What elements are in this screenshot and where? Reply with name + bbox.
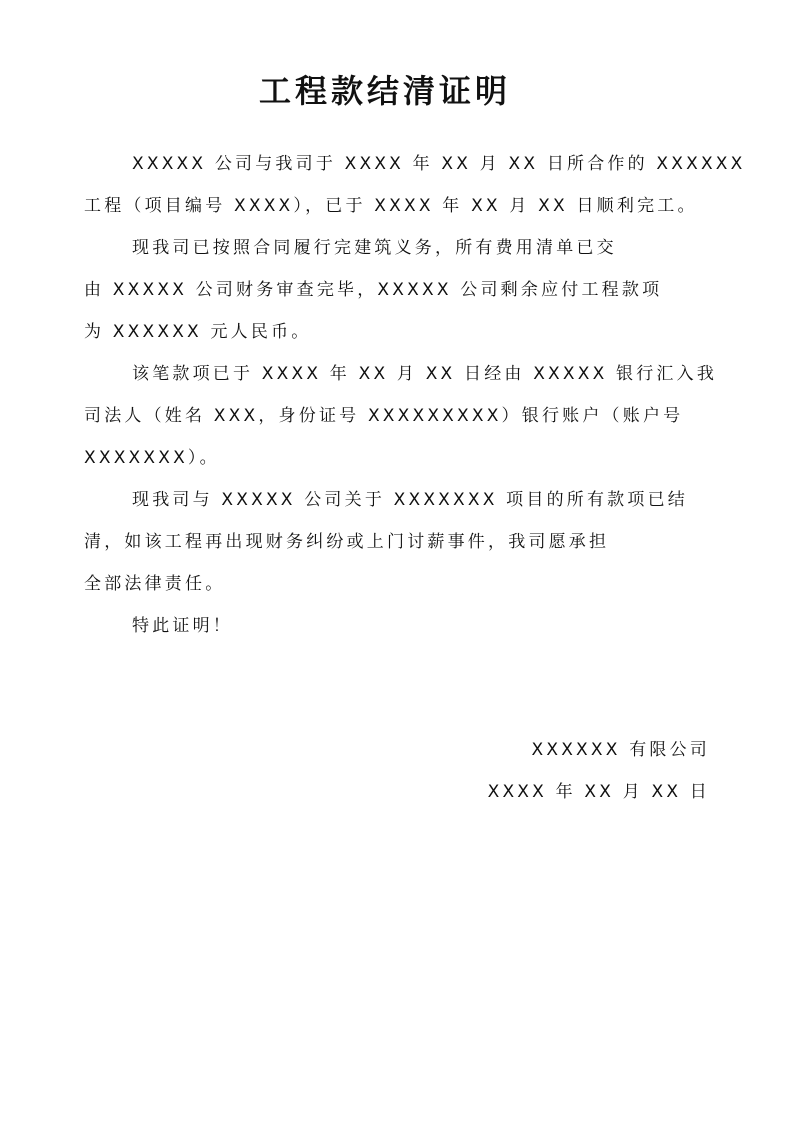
closing-statement: 特此证明！ (132, 616, 233, 636)
paragraph-2-line-2: 由 XXXXX 公司财务审查完毕，XXXXX 公司剩余应付工程款项 (84, 280, 663, 300)
document-title: 工程款结清证明 (258, 72, 511, 110)
paragraph-3-line-1: 该笔款项已于 XXXX 年 XX 月 XX 日经由 XXXXX 银行汇入我 (132, 364, 718, 384)
paragraph-4-line-1: 现我司与 XXXXX 公司关于 XXXXXXX 项目的所有款项已结 (132, 490, 688, 510)
paragraph-3-line-2: 司法人（姓名 XXX，身份证号 XXXXXXXXX）银行账户（账户号 (84, 406, 684, 426)
signature-company: XXXXXX 有限公司 (531, 740, 710, 760)
paragraph-1-line-1: XXXXX 公司与我司于 XXXX 年 XX 月 XX 日所合作的 XXXXXX (132, 154, 746, 174)
paragraph-4-line-3: 全部法律责任。 (84, 574, 226, 594)
paragraph-2-line-3: 为 XXXXXX 元人民币。 (84, 322, 312, 342)
paragraph-3-line-3: XXXXXXX）。 (84, 448, 220, 468)
paragraph-1-line-2: 工程（项目编号 XXXX），已于 XXXX 年 XX 月 XX 日顺利完工。 (84, 196, 698, 216)
paragraph-2-line-1: 现我司已按照合同履行完建筑义务，所有费用清单已交 (132, 238, 617, 258)
signature-date: XXXX 年 XX 月 XX 日 (487, 782, 710, 802)
paragraph-4-line-2: 清，如该工程再出现财务纠纷或上门讨薪事件，我司愿承担 (84, 532, 610, 552)
